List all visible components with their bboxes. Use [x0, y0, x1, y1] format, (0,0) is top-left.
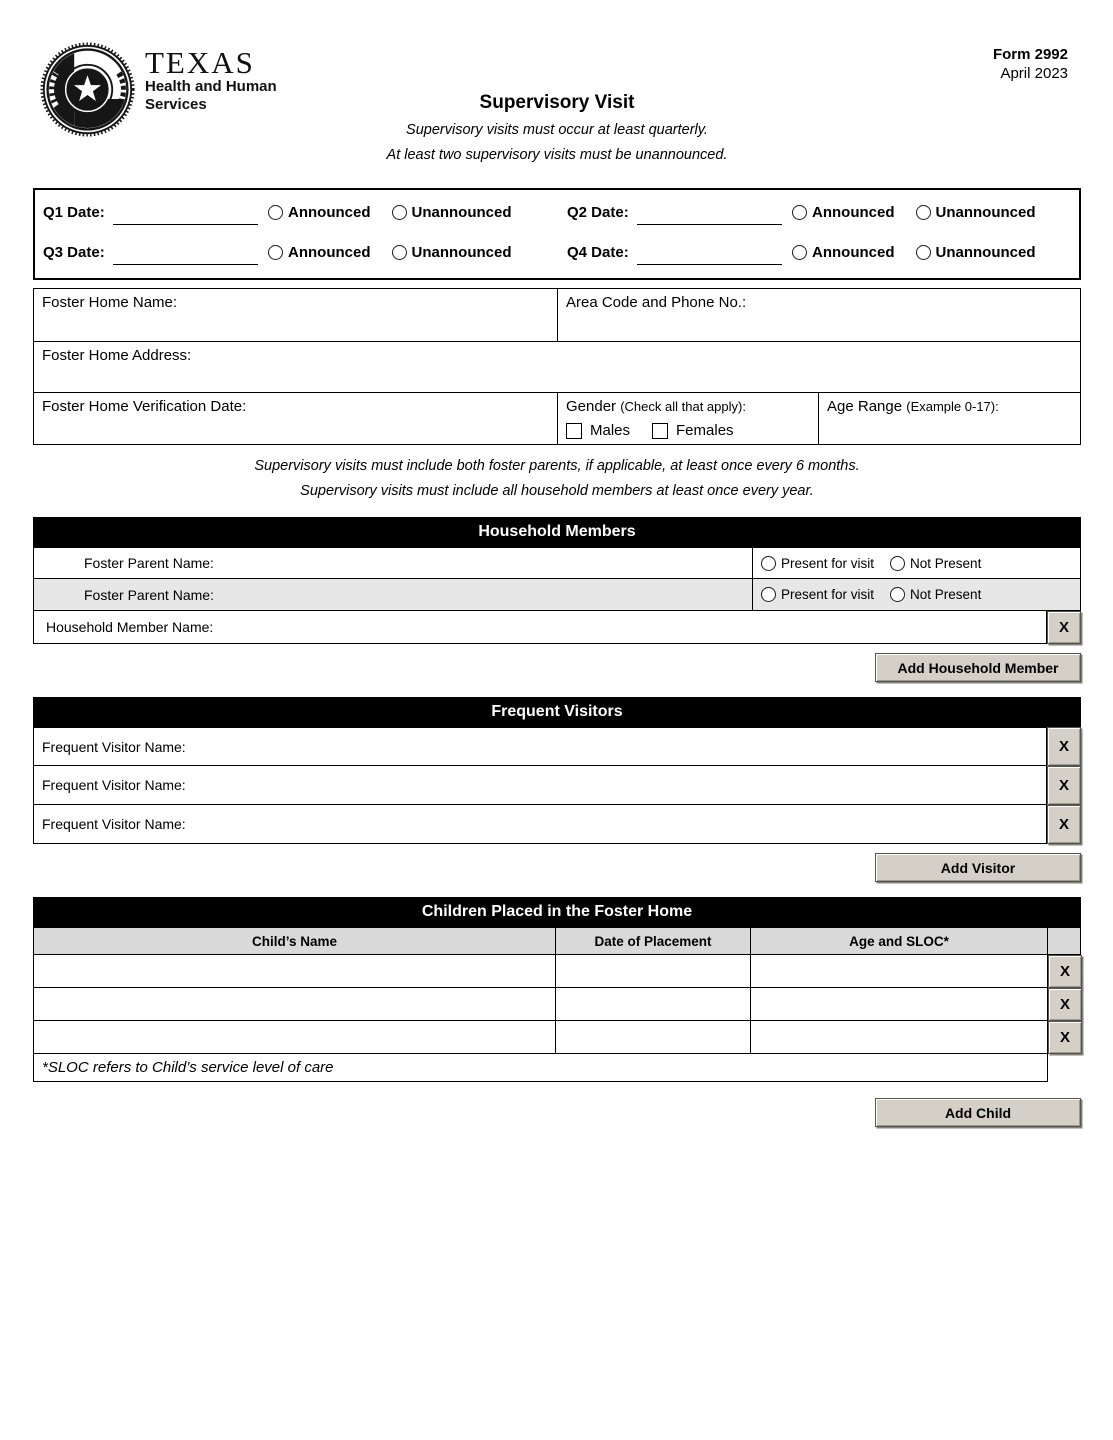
q3-announced-radio[interactable]	[268, 245, 283, 260]
household-members-section	[33, 517, 1081, 682]
frequent-visitor-row-1	[33, 727, 1081, 766]
logo-brand: TEXAS	[145, 45, 255, 80]
q2-announced-label: Announced	[812, 203, 895, 221]
q3-date-row	[35, 232, 559, 272]
logo-subtitle-line2: Services	[145, 96, 207, 113]
child-row-3	[33, 1021, 1081, 1054]
q1-date-row	[35, 192, 559, 232]
parent1-present-label: Present for visit	[781, 555, 875, 571]
frequent-visitor-2-name-field[interactable]	[33, 766, 1047, 805]
form-header	[33, 0, 1081, 188]
foster-parent-row-1	[33, 547, 1081, 579]
child-1-placement-date-field[interactable]	[556, 955, 751, 987]
verification-date-label: Foster Home Verification Date:	[42, 398, 247, 415]
remove-household-member-button[interactable]: X	[1047, 611, 1081, 644]
frequent-visitors-section	[33, 697, 1081, 882]
remove-visitor-3-button[interactable]: X	[1047, 805, 1081, 844]
q1-announced-label: Announced	[288, 203, 371, 221]
child-row-1	[33, 955, 1081, 988]
form-revision-date: April 2023	[1000, 65, 1068, 82]
foster-home-address-label: Foster Home Address:	[42, 347, 192, 364]
q2-announced-radio[interactable]	[792, 205, 807, 220]
q4-unannounced-label: Unannounced	[935, 243, 1036, 261]
add-visitor-button[interactable]: Add Visitor	[875, 853, 1081, 882]
age-range-hint: (Example 0-17):	[906, 399, 999, 414]
q2-date-row	[559, 192, 1079, 232]
header-note-2: At least two supervisory visits must be unannounced.	[386, 147, 728, 163]
phone-number-field[interactable]	[558, 289, 1080, 341]
q4-date-label: Q4 Date:	[567, 243, 629, 261]
frequent-visitor-row-2	[33, 766, 1081, 805]
q3-unannounced-label: Unannounced	[411, 243, 512, 261]
foster-parent-1-label: Foster Parent Name:	[84, 555, 214, 571]
gender-hint: (Check all that apply):	[620, 399, 746, 414]
supervisory-note-2: Supervisory visits must include all household members at least once every year.	[300, 483, 814, 499]
child-row-2	[33, 988, 1081, 1021]
remove-child-1-button[interactable]: X	[1048, 955, 1082, 988]
q4-date-input[interactable]	[637, 239, 782, 265]
foster-parent-2-label: Foster Parent Name:	[84, 586, 214, 603]
child-3-age-sloc-field[interactable]	[751, 1021, 1047, 1053]
remove-visitor-2-button[interactable]: X	[1047, 766, 1081, 805]
verification-date-field[interactable]	[34, 393, 558, 444]
household-member-name-label: Household Member Name:	[46, 619, 214, 635]
child-2-age-sloc-field[interactable]	[751, 988, 1047, 1020]
column-header-date-of-placement: Date of Placement	[556, 928, 751, 954]
q2-date-label: Q2 Date:	[567, 203, 629, 221]
foster-home-name-label: Foster Home Name:	[42, 294, 178, 311]
females-checkbox[interactable]	[652, 423, 668, 439]
child-3-name-field[interactable]	[34, 1021, 556, 1053]
supervisory-note-1: Supervisory visits must include both foster parents, if applicable, at least once every 6 months.	[254, 458, 860, 474]
q3-unannounced-radio[interactable]	[392, 245, 407, 260]
males-label: Males	[590, 422, 631, 439]
logo-subtitle-line1: Health and Human	[145, 78, 277, 95]
frequent-visitor-1-name-field[interactable]	[33, 727, 1047, 766]
foster-home-name-field[interactable]	[34, 289, 558, 341]
foster-home-address-field[interactable]	[34, 342, 1080, 392]
column-header-child-name: Child’s Name	[34, 928, 556, 954]
sloc-footnote: *SLOC refers to Child’s service level of care	[33, 1054, 1048, 1082]
q4-announced-label: Announced	[812, 243, 895, 261]
gender-field	[558, 393, 819, 444]
parent1-not-present-radio[interactable]	[890, 556, 905, 571]
household-members-header: Household Members	[33, 517, 1081, 547]
remove-child-3-button[interactable]: X	[1048, 1021, 1082, 1054]
remove-visitor-1-button[interactable]: X	[1047, 727, 1081, 766]
q4-announced-radio[interactable]	[792, 245, 807, 260]
quarterly-visits-box	[33, 188, 1081, 280]
children-placed-header: Children Placed in the Foster Home	[33, 897, 1081, 927]
child-1-age-sloc-field[interactable]	[751, 955, 1047, 987]
q1-announced-radio[interactable]	[268, 205, 283, 220]
form-number: Form 2992	[992, 46, 1068, 63]
add-household-member-button[interactable]: Add Household Member	[875, 653, 1081, 682]
frequent-visitor-2-label: Frequent Visitor Name:	[42, 777, 186, 793]
household-member-row	[33, 611, 1081, 644]
foster-home-table	[33, 288, 1081, 445]
gender-label-line	[566, 398, 810, 415]
q2-unannounced-radio[interactable]	[916, 205, 931, 220]
q2-date-input[interactable]	[637, 199, 782, 225]
gender-label: Gender	[566, 398, 617, 415]
q4-unannounced-radio[interactable]	[916, 245, 931, 260]
q2-unannounced-label: Unannounced	[935, 203, 1036, 221]
frequent-visitor-3-name-field[interactable]	[33, 805, 1047, 844]
q1-unannounced-label: Unannounced	[411, 203, 512, 221]
frequent-visitor-row-3	[33, 805, 1081, 844]
foster-parent-2-name-field[interactable]	[34, 579, 752, 610]
foster-parent-row-2	[33, 579, 1081, 611]
q4-date-row	[559, 232, 1079, 272]
phone-number-label: Area Code and Phone No.:	[566, 294, 747, 311]
form-meta	[993, 45, 1068, 83]
page-title: Supervisory Visit	[479, 92, 635, 113]
males-checkbox[interactable]	[566, 423, 582, 439]
q1-date-input[interactable]	[113, 199, 258, 225]
household-member-name-field[interactable]	[33, 611, 1047, 644]
frequent-visitors-header: Frequent Visitors	[33, 697, 1081, 727]
females-label: Females	[676, 422, 734, 439]
children-table-header-row	[33, 927, 1081, 955]
age-range-label: Age Range	[827, 398, 903, 415]
child-2-placement-date-field[interactable]	[556, 988, 751, 1020]
header-note-1: Supervisory visits must occur at least quarterly.	[406, 122, 708, 138]
child-3-placement-date-field[interactable]	[556, 1021, 751, 1053]
foster-parent-1-name-field[interactable]	[34, 548, 752, 578]
frequent-visitor-3-label: Frequent Visitor Name:	[42, 816, 186, 832]
column-header-remove	[1048, 927, 1081, 955]
age-range-field[interactable]	[819, 393, 1080, 444]
parent2-not-present-label: Not Present	[910, 587, 982, 602]
parent1-not-present-label: Not Present	[910, 555, 982, 571]
supervisory-notes	[33, 454, 1081, 504]
parent1-present-radio[interactable]	[761, 556, 776, 571]
q1-unannounced-radio[interactable]	[392, 205, 407, 220]
child-1-name-field[interactable]	[34, 955, 556, 987]
child-2-name-field[interactable]	[34, 988, 556, 1020]
q3-date-label: Q3 Date:	[43, 243, 105, 261]
parent2-not-present-radio[interactable]	[890, 587, 905, 602]
remove-child-2-button[interactable]: X	[1048, 988, 1082, 1021]
parent2-present-label: Present for visit	[781, 587, 875, 602]
add-child-button[interactable]: Add Child	[875, 1098, 1081, 1127]
frequent-visitor-1-label: Frequent Visitor Name:	[42, 738, 186, 755]
q3-announced-label: Announced	[288, 243, 371, 261]
column-header-age-and-sloc: Age and SLOC*	[849, 933, 949, 949]
q3-date-input[interactable]	[113, 239, 258, 265]
children-placed-section	[33, 897, 1081, 1127]
q1-date-label: Q1 Date:	[43, 203, 105, 221]
parent2-present-radio[interactable]	[761, 587, 776, 602]
